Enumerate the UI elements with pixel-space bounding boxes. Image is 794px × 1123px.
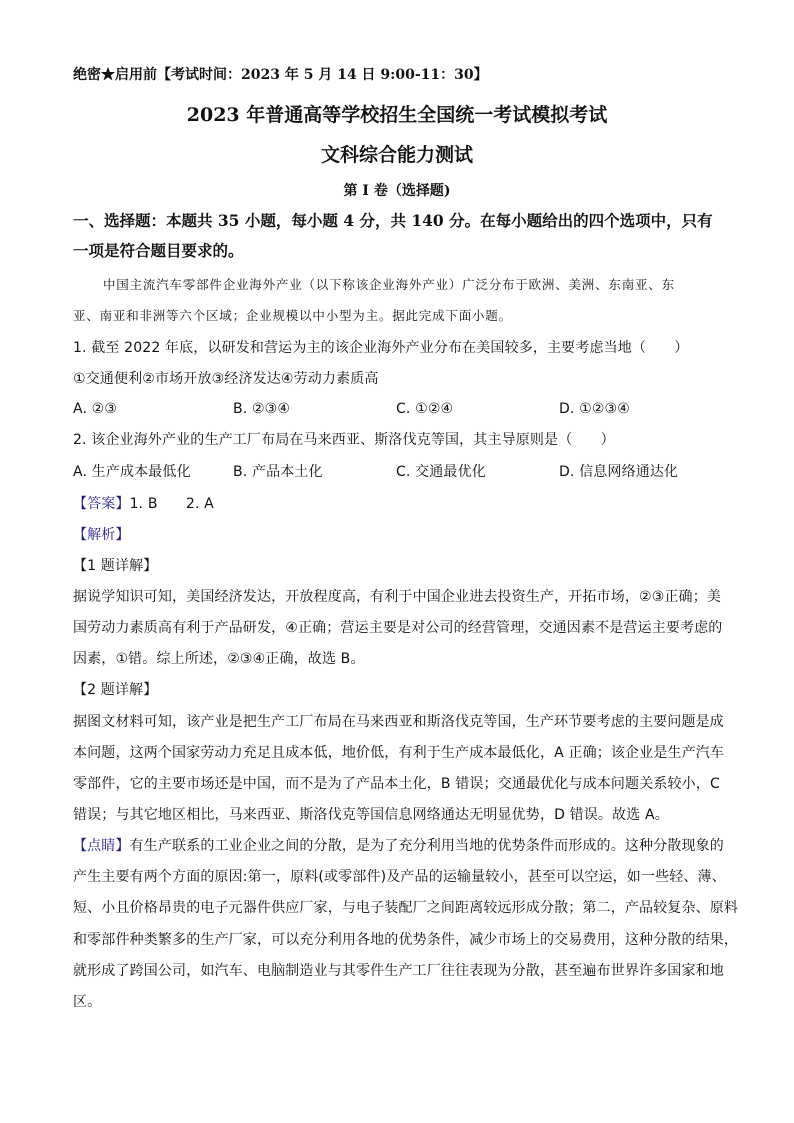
exam-subtitle: 文科综合能力测试	[320, 144, 473, 166]
material-intro-line-1: 中国主流汽车零部件企业海外产业（以下称该企业海外产业）广泛分布于欧洲、美洲、东南亚、东	[103, 277, 675, 292]
detail-1-label: 【1 题详解】	[73, 558, 158, 574]
question-1-items: ①交通便利②市场开放③经济发达④劳动力素质高	[73, 371, 379, 387]
answer-row	[73, 494, 214, 514]
detail-2-line-1: 据图文材料可知，该产业是把生产工厂布局在马来西亚和斯洛伐克等国，生产环节要考虑的主要问题是成	[73, 714, 724, 730]
question-1-option-b: B. ②③④	[233, 401, 291, 417]
question-1-stem: 1. 截至 2022 年底，以研发和营运为主的该企业海外产业分布在美国较多，主要考虑当地（ ）	[73, 340, 689, 356]
question-1-option-d: D. ①②③④	[559, 401, 630, 417]
question-1-option-c: C. ①②④	[396, 401, 454, 417]
secret-exam-time-line: 绝密★启用前【考试时间：2023 年 5 月 14 日 9:00-11：30】	[73, 67, 488, 83]
tip-first-text: 有生产联系的工业企业之间的分散，是为了充分利用当地的优势条件而形成的。这种分散现象的	[129, 838, 724, 854]
detail-2-line-3: 零部件，它的主要市场还是中国，而不是为了产品本土化，B 错误；交通最优化与成本问题关系较小，C	[73, 776, 720, 792]
detail-1-line-1: 据说学知识可知，美国经济发达，开放程度高，有利于中国企业进去投资生产，开拓市场，②③正确；美	[73, 589, 721, 605]
answer-value: 1. B 2. A	[129, 496, 214, 512]
tip-line-5: 就形成了跨国公司，如汽车、电脑制造业与其零件生产工厂往往表现为分散，甚至遍布世界许多国家和地	[73, 963, 724, 979]
question-1-option-a: A. ②③	[73, 401, 118, 417]
tip-line-2: 产生主要有两个方面的原因:第一，原料(或零部件)及产品的运输量较小，甚至可以空运，如一些轻、薄、	[73, 869, 726, 885]
question-2-stem: 2. 该企业海外产业的生产工厂布局在马来西亚、斯洛伐克等国，其主导原则是（ ）	[73, 432, 615, 448]
exam-title: 2023 年普通高等学校招生全国统一考试模拟考试	[186, 104, 608, 126]
question-2-option-b: B. 产品本土化	[233, 464, 323, 480]
material-intro-line-2: 亚、南亚和非洲等六个区域；企业规模以中小型为主。据此完成下面小题。	[73, 308, 512, 323]
analysis-label: 【解析】	[73, 527, 130, 543]
section-instruction-line-2: 一项是符合题目要求的。	[73, 241, 244, 260]
section-instruction-line-1: 一、选择题：本题共 35 小题，每小题 4 分，共 140 分。在每小题给出的四个选项中，只有	[73, 211, 713, 230]
detail-2-line-4: 错误；与其它地区相比，马来西亚、斯洛伐克等国信息网络通达无明显优势，D 错误。故选 A。	[73, 807, 669, 823]
detail-1-line-3: 因素，①错。综上所述，②③④正确，故选 B。	[73, 651, 365, 667]
question-2-option-c: C. 交通最优化	[396, 464, 486, 480]
answer-label: 【答案】	[73, 496, 130, 512]
detail-1-line-2: 国劳动力素质高有利于产品研发，④正确；营运主要是对公司的经营管理，交通因素不是营运主要考虑的	[73, 620, 723, 636]
question-2-option-d: D. 信息网络通达化	[559, 464, 679, 480]
tip-line-4: 和零部件种类繁多的生产厂家，可以充分利用各地的优势条件，减少市场上的交易费用，这种分散的结果，	[73, 932, 739, 948]
tip-line-3: 短、小且价格昂贵的电子元器件供应厂家，与电子装配厂之间距离较远形成分散；第二，产品较复杂、原料	[73, 900, 739, 916]
question-2-option-a: A. 生产成本最低化	[73, 464, 191, 480]
detail-2-label: 【2 题详解】	[73, 682, 158, 698]
tip-line-6: 区。	[73, 994, 102, 1010]
tip-line-1	[73, 836, 724, 856]
detail-2-line-2: 本问题，这两个国家劳动力充足且成本低，地价低，有利于生产成本最低化，A 正确；该企业是生产汽车	[73, 745, 725, 761]
tip-label: 【点睛】	[73, 838, 130, 854]
volume-heading: 第 I 卷（选择题)	[343, 183, 451, 199]
